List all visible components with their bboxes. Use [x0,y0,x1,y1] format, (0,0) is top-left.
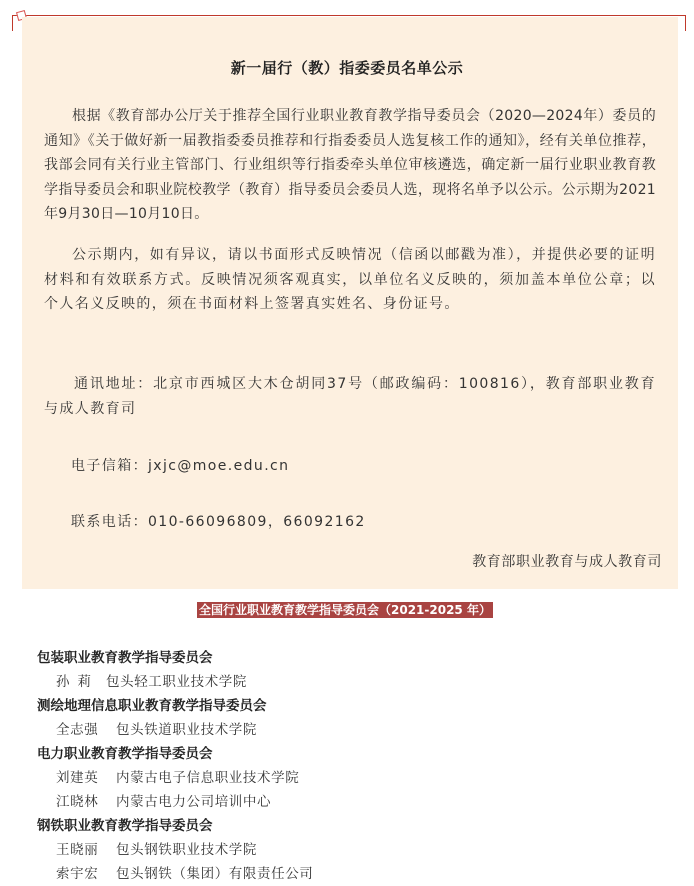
section-header: 全国行业职业教育教学指导委员会（2021-2025 年） [199,603,491,617]
frame-top-line [12,15,686,16]
member-name: 全志强 [56,722,99,738]
member-org: 包头钢铁（集团）有限责任公司 [116,866,314,882]
member-org: 包头钢铁职业技术学院 [116,842,257,858]
notice-title: 新一届行（教）指委委员名单公示 [230,59,464,77]
member-name: 索宇宏 [56,866,99,882]
contact-phone: 联系电话：010-66096809，66092162 [71,514,366,530]
committee-name: 包装职业教育教学指导委员会 [37,650,213,666]
committee-name: 钢铁职业教育教学指导委员会 [37,818,213,834]
member-row [0,718,694,742]
member-name: 孙莉 [56,674,99,690]
committee-list [0,646,694,886]
member-row [0,838,694,862]
member-org: 内蒙古电子信息职业技术学院 [116,770,300,786]
member-org: 包头铁道职业技术学院 [116,722,257,738]
member-name: 王晓丽 [56,842,99,858]
member-org: 内蒙古电力公司培训中心 [116,794,272,810]
member-org: 包头轻工职业技术学院 [106,674,247,690]
member-row [0,766,694,790]
frame-right-line [685,15,686,31]
member-name: 江晓林 [56,794,99,810]
member-row [0,862,694,886]
notice-signature: 教育部职业教育与成人教育司 [472,554,662,570]
member-row [0,790,694,814]
contact-email: 电子信箱：jxjc@moe.edu.cn [71,458,290,474]
member-row [0,670,694,694]
frame-left-line [12,15,13,31]
contact-address: 通讯地址：北京市西城区大木仓胡同37号（邮政编码：100816），教育部职业教育与成人教育司 [44,376,656,417]
notice-paragraph-2: 公示期内，如有异议，请以书面形式反映情况（信函以邮戳为准），并提供必要的证明材料和有效联系方式。反映情况须客观真实，以单位名义反映的，须加盖本单位公章；以个人名义反映的，须在书面材料上签署真实姓名、身份证号。 [44,247,656,312]
committee-name: 电力职业教育教学指导委员会 [37,746,213,762]
member-name: 刘建英 [56,770,99,786]
notice-paragraph-1: 根据《教育部办公厅关于推荐全国行业职业教育教学指导委员会（2020—2024年）委员的通知》《关于做好新一届教指委委员推荐和行指委委员人选复核工作的通知》，经有关单位推荐，我部会同有关行业主管部门、行业组织等行指委牵头单位审核遴选，确定新一届行业职业教育教学指导委员会和职业院校教学（教育）指导委员会委员人选，现将名单予以公示。公示期为2021年9月30日—10月10日。 [44,108,656,222]
committee-name: 测绘地理信息职业教育教学指导委员会 [37,698,267,714]
